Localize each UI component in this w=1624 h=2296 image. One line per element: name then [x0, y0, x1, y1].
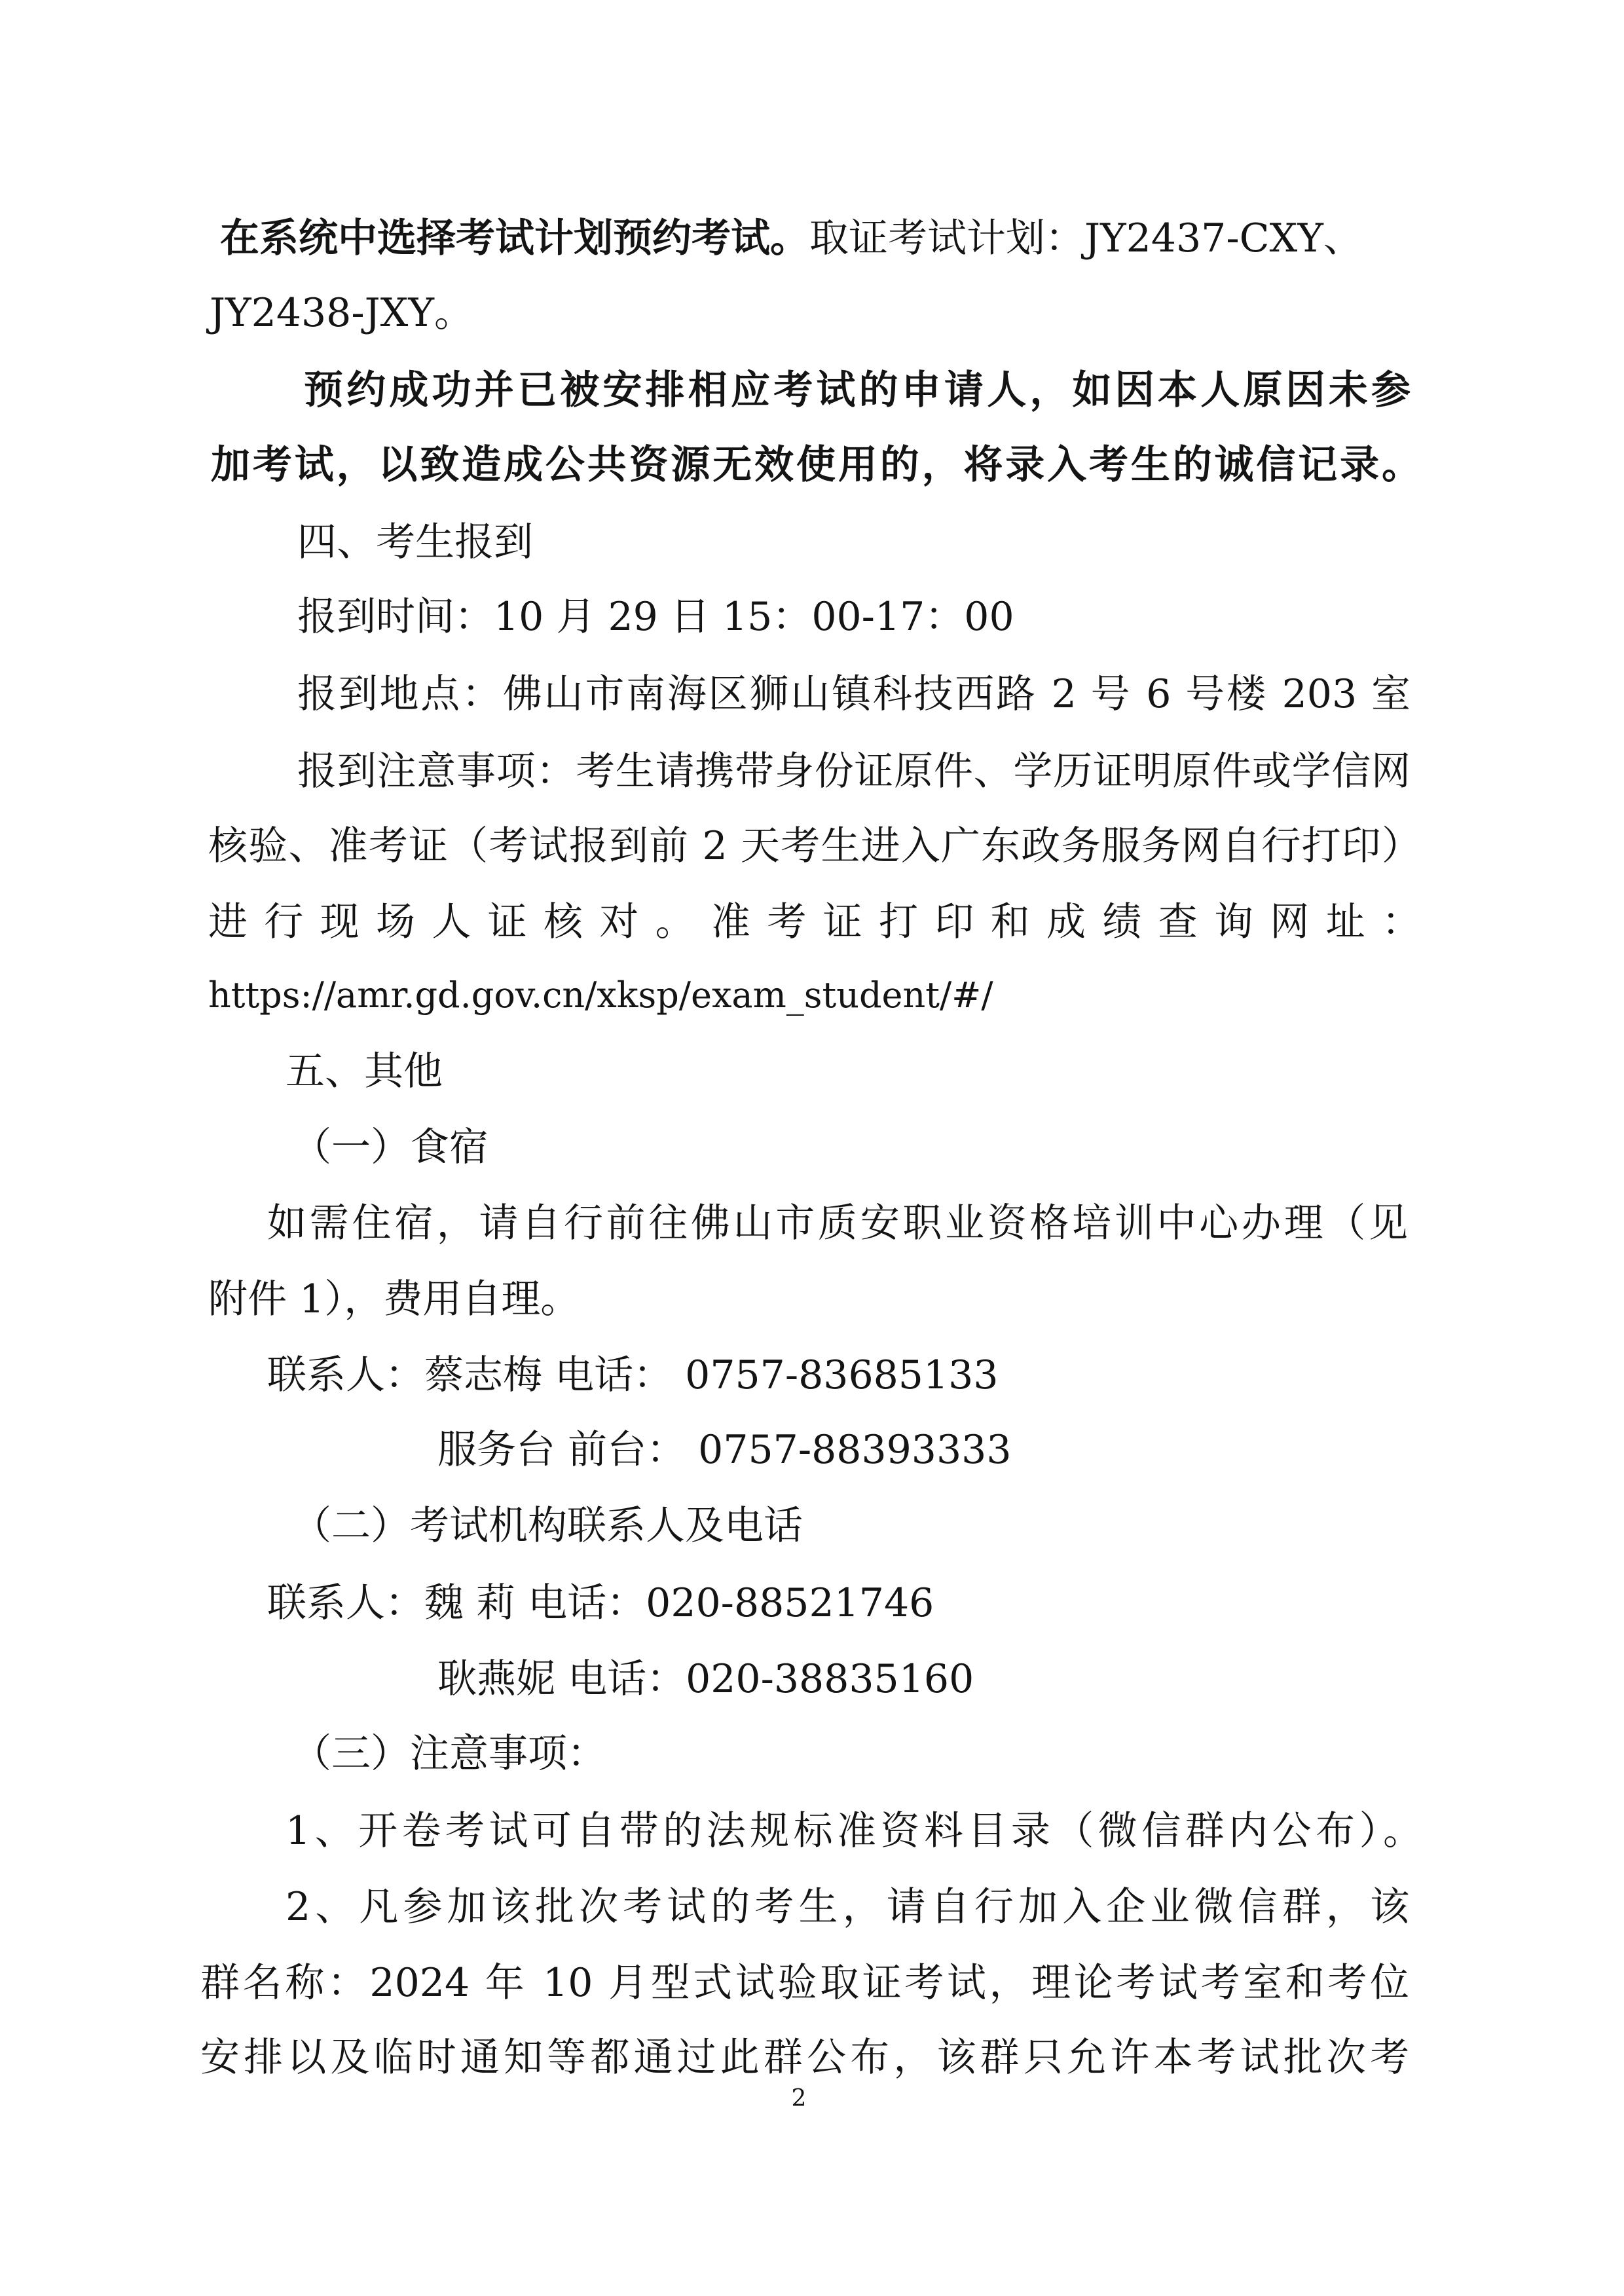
lodging-text-line-1: 如需住宿，请自行前往佛山市质安职业资格培训中心办理（见 [267, 1200, 1408, 1246]
intro-plan-text: 取证考试计划：JY2437-CXY、 [809, 215, 1363, 261]
intro-line-1 [220, 213, 1363, 263]
lodging-text-line-2: 附件 1），费用自理。 [208, 1276, 580, 1322]
lodging-contact-2: 服务台 前台： 0757-88393333 [437, 1427, 1012, 1473]
report-notes-line-3: 进行现场人证核对。准考证打印和成绩查询网址： [208, 899, 1421, 945]
report-notes-line-2: 核验、准考证（考试报到前 2 天考生进入广东政务服务网自行打印） [208, 823, 1421, 869]
exam-org-heading: （二）考试机构联系人及电话 [292, 1503, 803, 1549]
warning-line-1: 预约成功并已被安排相应考试的申请人，如因本人原因未参 [304, 367, 1411, 413]
intro-bold-text: 在系统中选择考试计划预约考试。 [220, 215, 809, 261]
report-place: 报到地点：佛山市南海区狮山镇科技西路 2 号 6 号楼 203 室 [297, 671, 1411, 717]
report-time: 报到时间：10 月 29 日 15：00-17：00 [297, 594, 1014, 640]
warning-line-2: 加考试，以致造成公共资源无效使用的，将录入考生的诚信记录。 [211, 442, 1421, 488]
notice-item-2-line-3: 安排以及临时通知等都通过此群公布，该群只允许本考试批次考 [200, 2035, 1409, 2081]
exam-org-contact-1: 联系人：魏 莉 电话：020-88521746 [267, 1580, 934, 1626]
section4-heading: 四、考生报到 [297, 519, 533, 565]
notice-heading: （三）注意事项： [292, 1731, 606, 1777]
exam-org-contact-2: 耿燕妮 电话：020-38835160 [437, 1656, 974, 1702]
report-notes-line-1: 报到注意事项：考生请携带身份证原件、学历证明原件或学信网 [297, 749, 1411, 794]
page-number: 2 [791, 2085, 807, 2112]
intro-line-2: JY2438-JXY。 [210, 290, 474, 336]
section5-heading: 五、其他 [286, 1048, 443, 1094]
notice-item-1: 1、开卷考试可自带的法规标准资料目录（微信群内公布）。 [286, 1808, 1422, 1854]
notice-item-2-line-1: 2、凡参加该批次考试的考生，请自行加入企业微信群，该 [286, 1884, 1409, 1930]
lodging-contact-1: 联系人：蔡志梅 电话： 0757-83685133 [267, 1352, 999, 1398]
notice-item-2-line-2: 群名称：2024 年 10 月型式试验取证考试，理论考试考室和考位 [200, 1960, 1409, 2006]
exam-url: https://amr.gd.gov.cn/xksp/exam_student/#/ [208, 974, 993, 1016]
food-lodging-heading: （一）食宿 [292, 1124, 489, 1170]
